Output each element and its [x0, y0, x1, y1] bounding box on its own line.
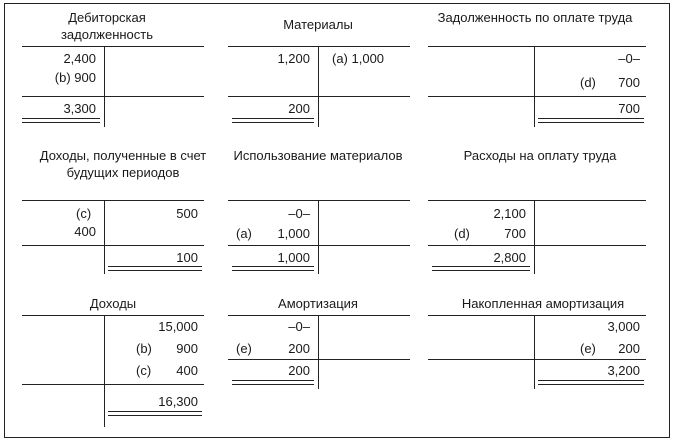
entry-reference: (d) [580, 75, 596, 90]
t-account-top-line [228, 200, 410, 201]
t-account-divider [318, 46, 319, 127]
debit-total: 200 [288, 101, 310, 116]
t-account-top-line [228, 315, 410, 316]
debit-entry: –0– [288, 319, 310, 334]
t-account-divider [104, 46, 105, 127]
account-title: Задолженность по оплате труда [437, 10, 633, 25]
account-title: Дебиторская задолженность [60, 10, 154, 42]
t-account-bottom-line [22, 96, 204, 97]
t-account-divider [534, 200, 535, 274]
debit-entry: 1,000 [277, 226, 310, 241]
t-account-bottom-line [428, 359, 646, 360]
double-underline [232, 266, 314, 271]
t-account-divider [104, 315, 105, 427]
entry-reference: (e) [580, 341, 596, 356]
debit-entry: 700 [504, 226, 526, 241]
t-account-top-line [228, 46, 410, 47]
t-account-divider [534, 315, 535, 389]
double-underline [108, 411, 202, 416]
debit-entry: 2,400 [63, 51, 96, 66]
account-title: Расходы на оплату труда [463, 148, 617, 163]
account-title: Амортизация [278, 296, 358, 311]
debit-total: 3,300 [63, 101, 96, 116]
t-account-divider [104, 200, 105, 274]
credit-entry: 900 [176, 341, 198, 356]
t-account-bottom-line [428, 245, 646, 246]
credit-entry: 400 [176, 363, 198, 378]
double-underline [538, 118, 644, 123]
credit-entry: –0– [618, 51, 640, 66]
t-account-top-line [428, 46, 646, 47]
credit-entry: 15,000 [158, 319, 198, 334]
credit-total: 16,300 [158, 394, 198, 409]
t-account-top-line [22, 46, 204, 47]
debit-entry: 1,200 [277, 51, 310, 66]
credit-entry: 3,000 [607, 319, 640, 334]
t-account-bottom-line [22, 245, 204, 246]
debit-total: 2,800 [493, 250, 526, 265]
account-title: Накопленная амортизация [461, 296, 625, 311]
credit-entry: 200 [618, 341, 640, 356]
t-account-top-line [428, 200, 646, 201]
t-account-top-line [428, 315, 646, 316]
t-account-bottom-line [228, 359, 410, 360]
t-account-bottom-line [228, 245, 410, 246]
t-account-bottom-line [428, 96, 646, 97]
entry-reference: (d) [454, 226, 470, 241]
t-account-divider [534, 46, 535, 127]
debit-entry: 400 [74, 224, 96, 239]
credit-total: 3,200 [607, 363, 640, 378]
account-title: Использование материалов [233, 148, 403, 163]
debit-entry: 2,100 [493, 206, 526, 221]
credit-total: 100 [176, 250, 198, 265]
account-title: Доходы, полученные в счет будущих периодов [39, 148, 207, 180]
t-account-divider [318, 200, 319, 274]
entry-reference: (e) [236, 341, 252, 356]
entry-reference: (c) [76, 206, 92, 221]
debit-total: 200 [288, 363, 310, 378]
credit-entry: 700 [618, 75, 640, 90]
credit-entry: (a) 1,000 [332, 51, 385, 66]
double-underline [232, 380, 314, 385]
double-underline [22, 118, 100, 123]
double-underline [232, 118, 314, 123]
t-account-top-line [22, 315, 204, 316]
double-underline [432, 266, 530, 271]
account-title: Доходы [89, 296, 137, 311]
credit-total: 700 [618, 101, 640, 116]
debit-entry: –0– [288, 206, 310, 221]
double-underline [108, 266, 202, 271]
double-underline [538, 380, 644, 385]
account-title: Материалы [283, 17, 353, 32]
entry-reference: (b) [136, 341, 152, 356]
t-account-bottom-line [228, 96, 410, 97]
entry-reference: (a) [236, 226, 252, 241]
debit-total: 1,000 [277, 250, 310, 265]
credit-entry: 500 [176, 206, 198, 221]
debit-entry: 200 [288, 341, 310, 356]
t-account-top-line [22, 200, 204, 201]
t-account-divider [318, 315, 319, 389]
debit-entry: (b) 900 [54, 70, 96, 85]
t-account-bottom-line [22, 384, 204, 385]
entry-reference: (c) [136, 363, 152, 378]
